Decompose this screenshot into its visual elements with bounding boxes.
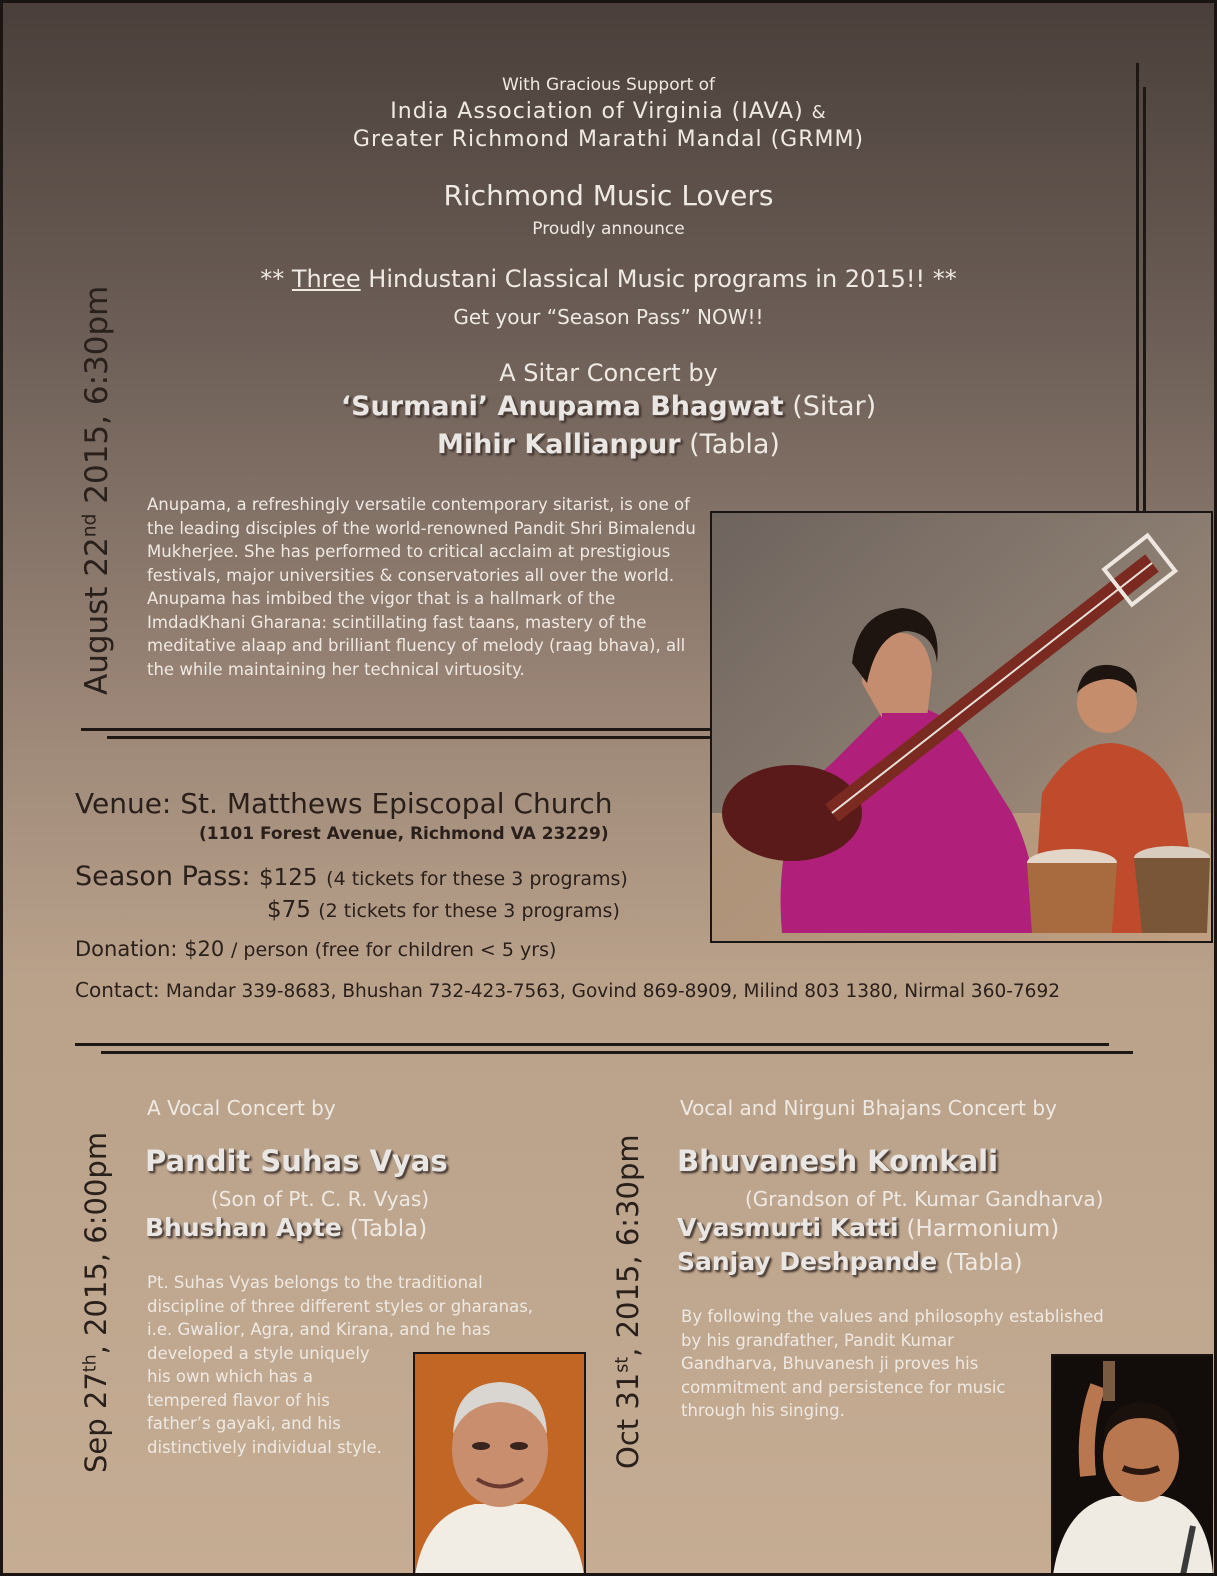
concert1-artist-line-2 (3, 429, 1214, 460)
concert1-date-main: August 22 (79, 537, 115, 695)
divider-h4 (101, 1051, 1133, 1054)
concert3-photo (1051, 1354, 1213, 1576)
concert3-bio-line: commitment and persistence for music (681, 1377, 1006, 1397)
headline-post: Hindustani Classical Music programs in 2015!! ** (368, 265, 957, 293)
concert3-artist-line-2 (677, 1213, 1059, 1242)
concert3-bio-line: by his grandfather, Pandit Kumar (681, 1330, 954, 1350)
divider-h2 (107, 736, 711, 739)
headline (3, 265, 1214, 293)
concert2-photo (413, 1352, 586, 1576)
concert2-date-main: Sep 27 (79, 1372, 113, 1473)
concert1-bio: Anupama, a refreshingly versatile contemporary sitarist, is one of the leading disciples of the world-renowned Pandit Shri Bimalendu Mukherjee. She has performed to critical acclaim at prestigious festivals, major universities & conservatories all over the world. Anupama has imbibed the vigor that is a hallmark of the ImdadKhani Gharana: scintillating fast taans, mastery of the meditative alaap and brilliant fluency of melody (raag bhava), all the while maintaining her technical virtuosity. (147, 495, 696, 679)
concert3-bio-line: Gandharva, Bhuvanesh ji proves his (681, 1354, 979, 1373)
donation-label: Donation: (75, 937, 178, 961)
concert2-bio-line: Pt. Suhas Vyas belongs to the traditional (147, 1273, 483, 1292)
contact-numbers: Mandar 339-8683, Bhushan 732-423-7563, Govind 869-8909, Milind 803 1380, Nirmal 360-7692 (165, 981, 1060, 1002)
concert3-bio-line: through his singing. (681, 1401, 845, 1420)
headline-pre: ** (260, 265, 285, 293)
concert2-bio-line: father’s gayaki, and his (147, 1414, 341, 1433)
concert3-artist-line-3 (677, 1247, 1022, 1276)
concert3-artist1: Bhuvanesh Komkali (677, 1144, 999, 1178)
concert2-bio-line: i.e. Gwalior, Agra, and Kirana, and he has (147, 1320, 491, 1339)
concert3-bio-line: By following the values and philosophy established (681, 1307, 1104, 1326)
concert1-photo (710, 511, 1213, 943)
concert3-date-sup: st (612, 1356, 633, 1373)
season-pass-line-2 (267, 897, 620, 923)
concert2-bio-line: developed a style uniquely (147, 1343, 370, 1363)
venue-name: St. Matthews Episcopal Church (180, 787, 613, 820)
concert3-date (611, 1134, 645, 1469)
season-price-125: $125 (259, 865, 318, 891)
concert2-date-sup: th (80, 1354, 101, 1373)
concert3-date-main: Oct 31 (611, 1372, 645, 1469)
org-grmm: Greater Richmond Marathi Mandal (GRMM) (352, 127, 865, 152)
concert2-date (79, 1132, 113, 1473)
concert2-bio-line: tempered flavor of his (147, 1390, 330, 1410)
concert1-artist2-role: (Tabla) (689, 429, 780, 460)
concert1-artist1-role: (Sitar) (792, 391, 877, 422)
concert1-date-rest: 2015, 6:30pm (79, 285, 115, 514)
concert2-artist1: Pandit Suhas Vyas (145, 1144, 448, 1178)
season-pass-line-1 (75, 861, 628, 892)
concert3-artist3-role: (Tabla) (945, 1250, 1023, 1276)
concert1-artist-line-1 (3, 391, 1214, 422)
venue-address: (1101 Forest Avenue, Richmond VA 23229) (199, 824, 609, 844)
donation-amount: $20 (184, 937, 225, 961)
headline-three: Three (291, 265, 361, 293)
divider-vertical-1 (1136, 63, 1139, 513)
bhuvanesh-komkali-photo-image (1053, 1356, 1213, 1575)
suhas-vyas-photo-image (415, 1354, 584, 1575)
donation-line (75, 937, 556, 961)
concert1-artist2: Mihir Kallianpur (437, 429, 681, 460)
concert2-intro: A Vocal Concert by (147, 1096, 336, 1120)
concert2-artist2: Bhushan Apte (145, 1213, 342, 1242)
concert2-artist1-note: (Son of Pt. C. R. Vyas) (211, 1187, 430, 1211)
concert3-artist3: Sanjay Deshpande (677, 1247, 938, 1276)
org-ampersand: & (811, 102, 827, 123)
season-pass-call: Get your “Season Pass” NOW!! (453, 305, 764, 329)
divider-h1 (81, 728, 711, 731)
support-line: With Gracious Support of (501, 75, 716, 95)
concert2-bio-line: discipline of three different styles or gharanas, (147, 1296, 534, 1316)
concert3-date-rest: , 2015, 6:30pm (611, 1134, 645, 1357)
org-iava: India Association of Virginia (IAVA) (390, 99, 804, 124)
concert1-date-sup: nd (79, 513, 101, 538)
divider-vertical-2 (1143, 87, 1146, 513)
concert2-artist-line-2 (145, 1213, 427, 1242)
season-price-75: $75 (267, 897, 311, 923)
season-pass-label: Season Pass: (75, 861, 251, 892)
announce-line: Proudly announce (532, 219, 685, 239)
contact-label: Contact: (75, 978, 160, 1002)
season-price-75-desc: (2 tickets for these 3 programs) (318, 900, 620, 922)
concert3-artist1-note: (Grandson of Pt. Kumar Gandharva) (745, 1187, 1104, 1211)
concert1-intro: A Sitar Concert by (499, 359, 718, 387)
concert2-bio-line: distinctively individual style. (147, 1437, 382, 1457)
venue-label: Venue: (75, 787, 172, 820)
concert2-date-rest: , 2015, 6:00pm (79, 1131, 113, 1355)
concert3-intro: Vocal and Nirguni Bhajans Concert by (680, 1096, 1057, 1120)
concert2-artist2-role: (Tabla) (349, 1216, 428, 1242)
divider-h3 (75, 1043, 1109, 1046)
concert3-artist2-role: (Harmonium) (906, 1216, 1060, 1242)
sitar-tabla-photo-image (712, 513, 1211, 941)
org-line-1 (3, 99, 1214, 124)
donation-desc: / person (free for children < 5 yrs) (230, 939, 557, 961)
concert1-artist1: ‘Surmani’ Anupama Bhagwat (340, 391, 784, 422)
concert1-date (79, 286, 115, 695)
venue-line (75, 787, 613, 820)
presenter-name: Richmond Music Lovers (443, 179, 774, 212)
concert3-artist2: Vyasmurti Katti (677, 1213, 899, 1242)
concert2-bio-line: his own which has a (147, 1367, 314, 1386)
season-price-125-desc: (4 tickets for these 3 programs) (326, 868, 628, 890)
contact-line (75, 978, 1060, 1002)
